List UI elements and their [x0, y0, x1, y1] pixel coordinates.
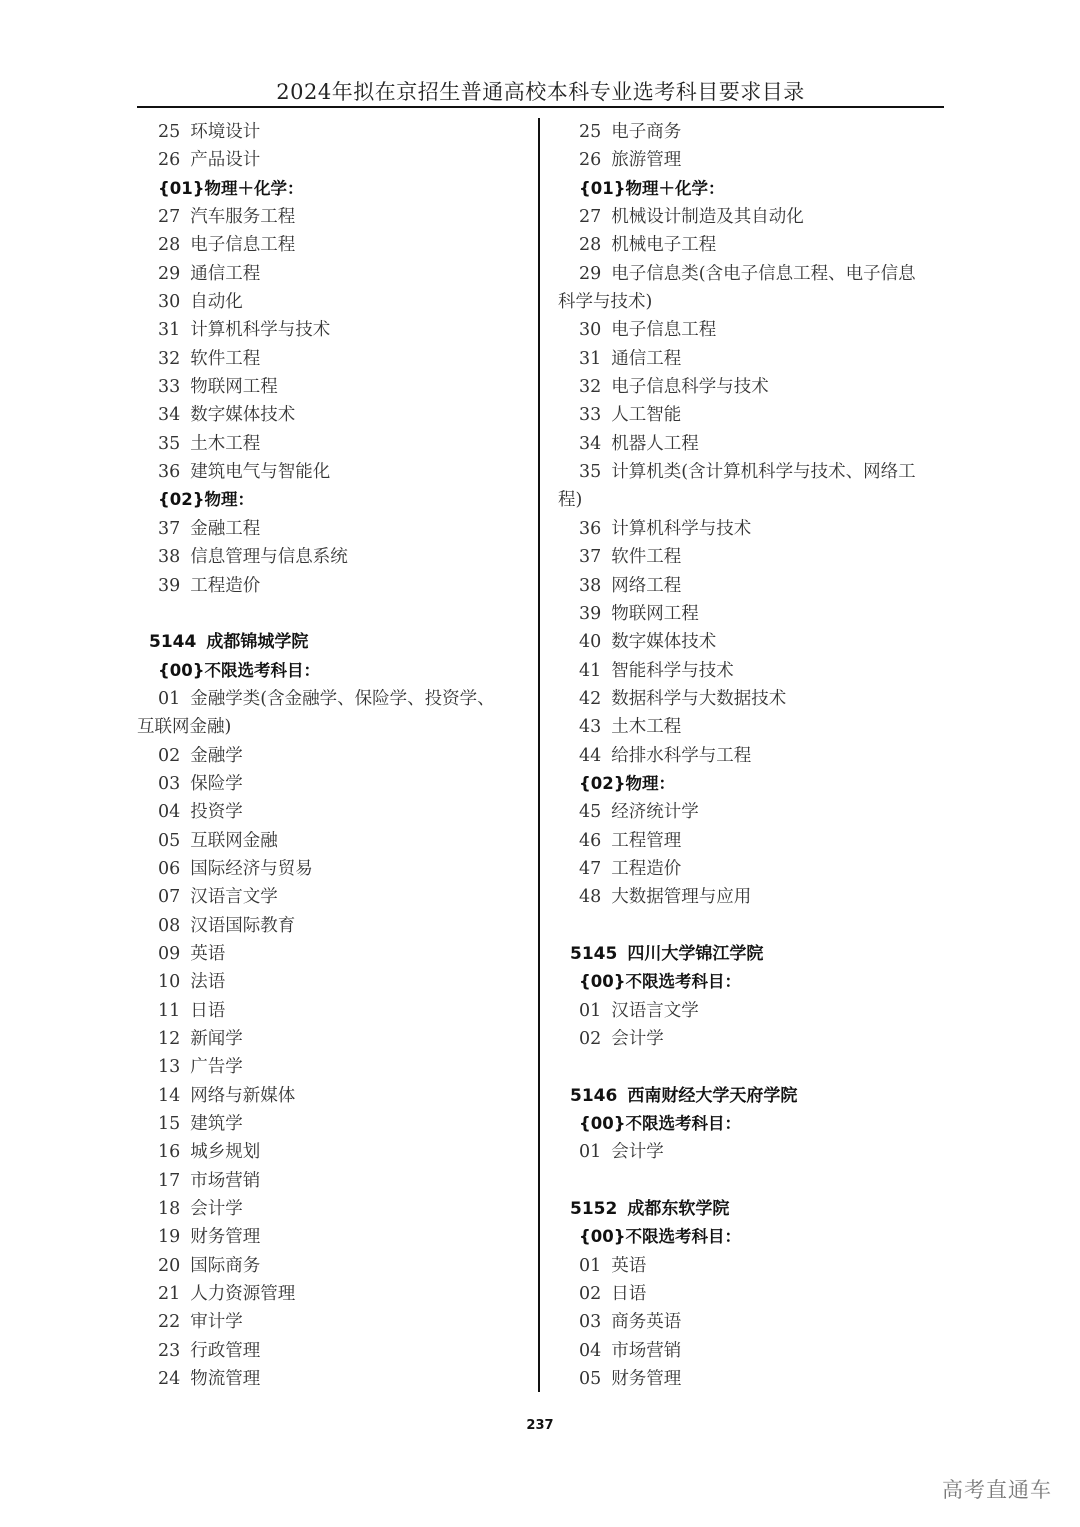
major-item — [137, 742, 532, 770]
school-name: 成都东软学院 — [627, 1199, 730, 1220]
major-item — [137, 345, 532, 373]
major-item — [558, 883, 953, 911]
major-name: 审计学 — [190, 1312, 243, 1333]
major-item — [558, 685, 953, 713]
major-code: 20 — [158, 1255, 181, 1276]
major-item — [558, 260, 953, 288]
major-code: 13 — [158, 1057, 181, 1078]
major-name: 金融学类(含金融学、保险学、投资学、 — [190, 688, 495, 709]
major-item — [558, 1252, 953, 1280]
major-name: 机器人工程 — [611, 433, 699, 454]
major-code: 23 — [158, 1340, 181, 1361]
major-name: 数字媒体技术 — [190, 405, 296, 426]
major-code: 30 — [158, 292, 181, 313]
major-item — [137, 1025, 532, 1053]
major-code: 26 — [158, 150, 181, 171]
major-name: 信息管理与信息系统 — [190, 547, 348, 568]
major-name: 国际经济与贸易 — [190, 858, 313, 879]
major-name: 财务管理 — [611, 1369, 682, 1390]
blank-line — [558, 1167, 953, 1195]
school-heading — [558, 940, 953, 968]
major-code: 21 — [158, 1284, 181, 1305]
major-code: 15 — [158, 1114, 181, 1135]
blank-line — [558, 1053, 953, 1081]
major-code: 31 — [158, 320, 181, 341]
major-name: 电子信息类(含电子信息工程、电子信息 — [611, 263, 916, 284]
major-name: 环境设计 — [190, 122, 261, 142]
major-code: 16 — [158, 1142, 181, 1163]
major-name-continuation: 程) — [558, 490, 583, 511]
major-code: 05 — [158, 830, 181, 851]
major-code: 05 — [579, 1369, 602, 1390]
major-name: 城乡规划 — [190, 1142, 261, 1163]
major-code: 29 — [158, 263, 181, 284]
major-code: 25 — [158, 122, 181, 142]
major-name: 软件工程 — [611, 547, 682, 568]
major-item — [558, 572, 953, 600]
major-item — [137, 770, 532, 798]
major-item — [137, 260, 532, 288]
major-code: 47 — [579, 858, 602, 879]
major-name: 汉语言文学 — [190, 887, 278, 908]
major-item — [137, 288, 532, 316]
major-name: 工程造价 — [611, 858, 682, 879]
subject-requirement-group: {01}物理＋化学： — [158, 178, 304, 198]
major-code: 24 — [158, 1369, 181, 1390]
major-code: 44 — [579, 745, 602, 766]
major-item — [558, 1025, 953, 1053]
major-code: 01 — [579, 1255, 602, 1276]
major-item — [558, 231, 953, 259]
major-item — [137, 1223, 532, 1251]
major-code: 34 — [579, 433, 602, 454]
major-code: 43 — [579, 717, 602, 738]
major-name: 行政管理 — [190, 1340, 261, 1361]
major-name: 建筑学 — [190, 1114, 243, 1135]
major-code: 30 — [579, 320, 602, 341]
subject-requirement-group: {01}物理＋化学： — [579, 178, 725, 198]
major-item — [558, 600, 953, 628]
major-name: 国际商务 — [190, 1255, 261, 1276]
major-name: 新闻学 — [190, 1029, 243, 1049]
major-item — [137, 146, 532, 174]
school-name: 成都锦城学院 — [206, 632, 309, 653]
major-item — [137, 1110, 532, 1138]
major-item — [137, 430, 532, 458]
major-item — [558, 855, 953, 883]
major-item — [137, 798, 532, 826]
header-rule — [137, 106, 944, 108]
major-item — [137, 1337, 532, 1365]
major-item — [558, 1337, 953, 1365]
major-item — [558, 742, 953, 770]
major-name: 金融工程 — [190, 518, 261, 539]
major-name: 电子信息科学与技术 — [611, 377, 769, 398]
major-item — [137, 1053, 532, 1081]
subject-requirement-group: {00}不限选考科目： — [158, 660, 320, 680]
major-name: 数据科学与大数据技术 — [611, 688, 787, 709]
major-item — [558, 430, 953, 458]
major-item — [558, 827, 953, 855]
page-number: 237 — [526, 1418, 554, 1433]
major-code: 48 — [579, 887, 602, 908]
major-code: 34 — [158, 405, 181, 426]
major-item — [137, 1082, 532, 1110]
major-name: 经济统计学 — [611, 802, 699, 823]
major-name: 机械设计制造及其自动化 — [611, 207, 804, 228]
major-code: 19 — [158, 1227, 181, 1248]
major-name: 旅游管理 — [611, 150, 682, 171]
major-code: 09 — [158, 943, 181, 964]
major-item — [137, 827, 532, 855]
major-item — [137, 912, 532, 940]
major-item — [137, 1252, 532, 1280]
subject-requirement-group: {00}不限选考科目： — [579, 1114, 741, 1134]
major-code: 02 — [579, 1029, 602, 1049]
major-name: 会计学 — [611, 1029, 664, 1049]
major-code: 27 — [158, 207, 181, 228]
major-name: 汉语言文学 — [611, 1000, 699, 1021]
major-item — [137, 231, 532, 259]
major-name: 通信工程 — [190, 263, 261, 284]
major-code: 12 — [158, 1029, 181, 1049]
major-item — [137, 1308, 532, 1336]
major-code: 04 — [158, 802, 181, 823]
major-name: 财务管理 — [190, 1227, 261, 1248]
major-code: 14 — [158, 1085, 181, 1106]
major-name: 计算机类(含计算机科学与技术、网络工 — [611, 462, 916, 483]
major-item — [137, 1365, 532, 1393]
major-item — [137, 883, 532, 911]
school-code: 5144 — [149, 632, 197, 653]
major-code: 10 — [158, 972, 181, 993]
major-name-continuation: 互联网金融) — [137, 717, 232, 738]
major-code: 27 — [579, 207, 602, 228]
watermark: 高考直通车 — [942, 1478, 1052, 1502]
subject-requirement-group: {00}不限选考科目： — [579, 972, 741, 992]
major-name: 人力资源管理 — [190, 1284, 296, 1305]
major-item — [137, 118, 532, 146]
major-item — [137, 1138, 532, 1166]
major-name: 金融学 — [190, 745, 243, 766]
major-item — [558, 543, 953, 571]
major-name: 英语 — [190, 943, 226, 964]
major-name: 市场营销 — [190, 1170, 261, 1191]
major-code: 01 — [579, 1142, 602, 1163]
major-code: 01 — [158, 688, 181, 709]
major-code: 33 — [579, 405, 602, 426]
major-code: 32 — [579, 377, 602, 398]
major-name: 广告学 — [190, 1057, 243, 1078]
major-item — [137, 458, 532, 486]
school-code: 5145 — [570, 943, 618, 964]
major-code: 02 — [579, 1284, 602, 1305]
major-name: 大数据管理与应用 — [611, 887, 752, 908]
major-item — [558, 373, 953, 401]
major-name: 物联网工程 — [611, 603, 699, 624]
major-name: 数字媒体技术 — [611, 632, 717, 653]
major-item — [558, 1308, 953, 1336]
major-name: 市场营销 — [611, 1340, 682, 1361]
major-name: 自动化 — [190, 292, 243, 313]
major-code: 22 — [158, 1312, 181, 1333]
major-item — [137, 855, 532, 883]
major-item — [137, 940, 532, 968]
major-name: 会计学 — [611, 1142, 664, 1163]
major-code: 46 — [579, 830, 602, 851]
major-name: 汽车服务工程 — [190, 207, 296, 228]
school-heading — [137, 628, 532, 656]
column-divider — [538, 118, 540, 1392]
major-item — [558, 146, 953, 174]
major-name: 投资学 — [190, 802, 243, 823]
major-name: 保险学 — [190, 773, 243, 794]
major-code: 33 — [158, 377, 181, 398]
major-name: 电子信息工程 — [190, 235, 296, 256]
major-item — [558, 1138, 953, 1166]
subject-requirement-group: {02}物理： — [579, 773, 675, 793]
major-code: 17 — [158, 1170, 181, 1191]
major-code: 37 — [579, 547, 602, 568]
major-name: 会计学 — [190, 1199, 243, 1220]
major-code: 39 — [579, 603, 602, 624]
major-name: 产品设计 — [190, 150, 261, 171]
major-name: 计算机科学与技术 — [190, 320, 331, 341]
major-item — [558, 798, 953, 826]
left-column — [137, 118, 532, 1393]
major-code: 45 — [579, 802, 602, 823]
major-item — [137, 401, 532, 429]
major-code: 39 — [158, 575, 181, 596]
major-item — [558, 628, 953, 656]
major-code: 29 — [579, 263, 602, 284]
school-heading — [558, 1082, 953, 1110]
major-item — [558, 1280, 953, 1308]
subject-requirement-group: {00}不限选考科目： — [579, 1227, 741, 1247]
major-name: 物流管理 — [190, 1369, 261, 1390]
major-item — [558, 203, 953, 231]
major-code: 41 — [579, 660, 602, 681]
major-name: 日语 — [611, 1284, 647, 1305]
major-name: 电子商务 — [611, 122, 682, 142]
major-code: 38 — [158, 547, 181, 568]
major-item — [558, 458, 953, 486]
school-code: 5152 — [570, 1199, 618, 1220]
major-code: 01 — [579, 1000, 602, 1021]
major-name: 工程造价 — [190, 575, 261, 596]
major-name: 工程管理 — [611, 830, 682, 851]
major-item — [137, 316, 532, 344]
major-name: 法语 — [190, 972, 226, 993]
major-code: 03 — [158, 773, 181, 794]
school-heading — [558, 1195, 953, 1223]
major-item — [137, 515, 532, 543]
page-title: 2024年拟在京招生普通高校本科专业选考科目要求目录 — [276, 80, 805, 104]
major-code: 18 — [158, 1199, 181, 1220]
subject-requirement-group: {02}物理： — [158, 490, 254, 510]
major-item — [558, 401, 953, 429]
major-code: 37 — [158, 518, 181, 539]
major-name: 人工智能 — [611, 405, 682, 426]
major-name: 网络工程 — [611, 575, 682, 596]
major-code: 35 — [158, 433, 181, 454]
major-code: 26 — [579, 150, 602, 171]
major-code: 11 — [158, 1000, 181, 1021]
major-item — [558, 1365, 953, 1393]
major-name: 智能科学与技术 — [611, 660, 734, 681]
major-code: 08 — [158, 915, 181, 936]
major-name: 商务英语 — [611, 1312, 682, 1333]
major-name: 给排水科学与工程 — [611, 745, 752, 766]
major-name: 土木工程 — [190, 433, 261, 454]
major-name: 电子信息工程 — [611, 320, 717, 341]
major-name: 计算机科学与技术 — [611, 518, 752, 539]
major-code: 32 — [158, 348, 181, 369]
major-item — [137, 203, 532, 231]
major-name: 土木工程 — [611, 717, 682, 738]
major-item — [558, 118, 953, 146]
major-item — [558, 997, 953, 1025]
major-name: 互联网金融 — [190, 830, 278, 851]
major-code: 28 — [158, 235, 181, 256]
major-name: 软件工程 — [190, 348, 261, 369]
major-item — [137, 373, 532, 401]
school-name: 西南财经大学天府学院 — [627, 1085, 798, 1106]
major-item — [558, 515, 953, 543]
major-code: 40 — [579, 632, 602, 653]
major-code: 25 — [579, 122, 602, 142]
major-item — [137, 997, 532, 1025]
major-name: 网络与新媒体 — [190, 1085, 296, 1106]
major-name: 汉语国际教育 — [190, 915, 296, 936]
major-code: 36 — [579, 518, 602, 539]
major-name: 英语 — [611, 1255, 647, 1276]
major-code: 35 — [579, 462, 602, 483]
major-code: 31 — [579, 348, 602, 369]
major-item — [137, 572, 532, 600]
major-item — [558, 657, 953, 685]
major-item — [137, 968, 532, 996]
major-item — [558, 345, 953, 373]
school-name: 四川大学锦江学院 — [627, 943, 764, 964]
major-code: 28 — [579, 235, 602, 256]
major-code: 03 — [579, 1312, 602, 1333]
major-name: 机械电子工程 — [611, 235, 717, 256]
major-item — [137, 1280, 532, 1308]
major-code: 07 — [158, 887, 181, 908]
major-name-continuation: 科学与技术) — [558, 292, 653, 313]
major-item — [137, 1195, 532, 1223]
major-item — [558, 713, 953, 741]
major-item — [137, 685, 532, 713]
major-code: 06 — [158, 858, 181, 879]
major-item — [137, 1167, 532, 1195]
major-name: 日语 — [190, 1000, 226, 1021]
major-name: 通信工程 — [611, 348, 682, 369]
major-item — [137, 543, 532, 571]
major-code: 04 — [579, 1340, 602, 1361]
major-code: 02 — [158, 745, 181, 766]
major-item — [558, 316, 953, 344]
major-code: 38 — [579, 575, 602, 596]
right-column — [558, 118, 953, 1393]
blank-line — [558, 912, 953, 940]
major-code: 36 — [158, 462, 181, 483]
blank-line — [137, 600, 532, 628]
major-code: 42 — [579, 688, 602, 709]
school-code: 5146 — [570, 1085, 618, 1106]
major-name: 建筑电气与智能化 — [190, 462, 331, 483]
major-name: 物联网工程 — [190, 377, 278, 398]
